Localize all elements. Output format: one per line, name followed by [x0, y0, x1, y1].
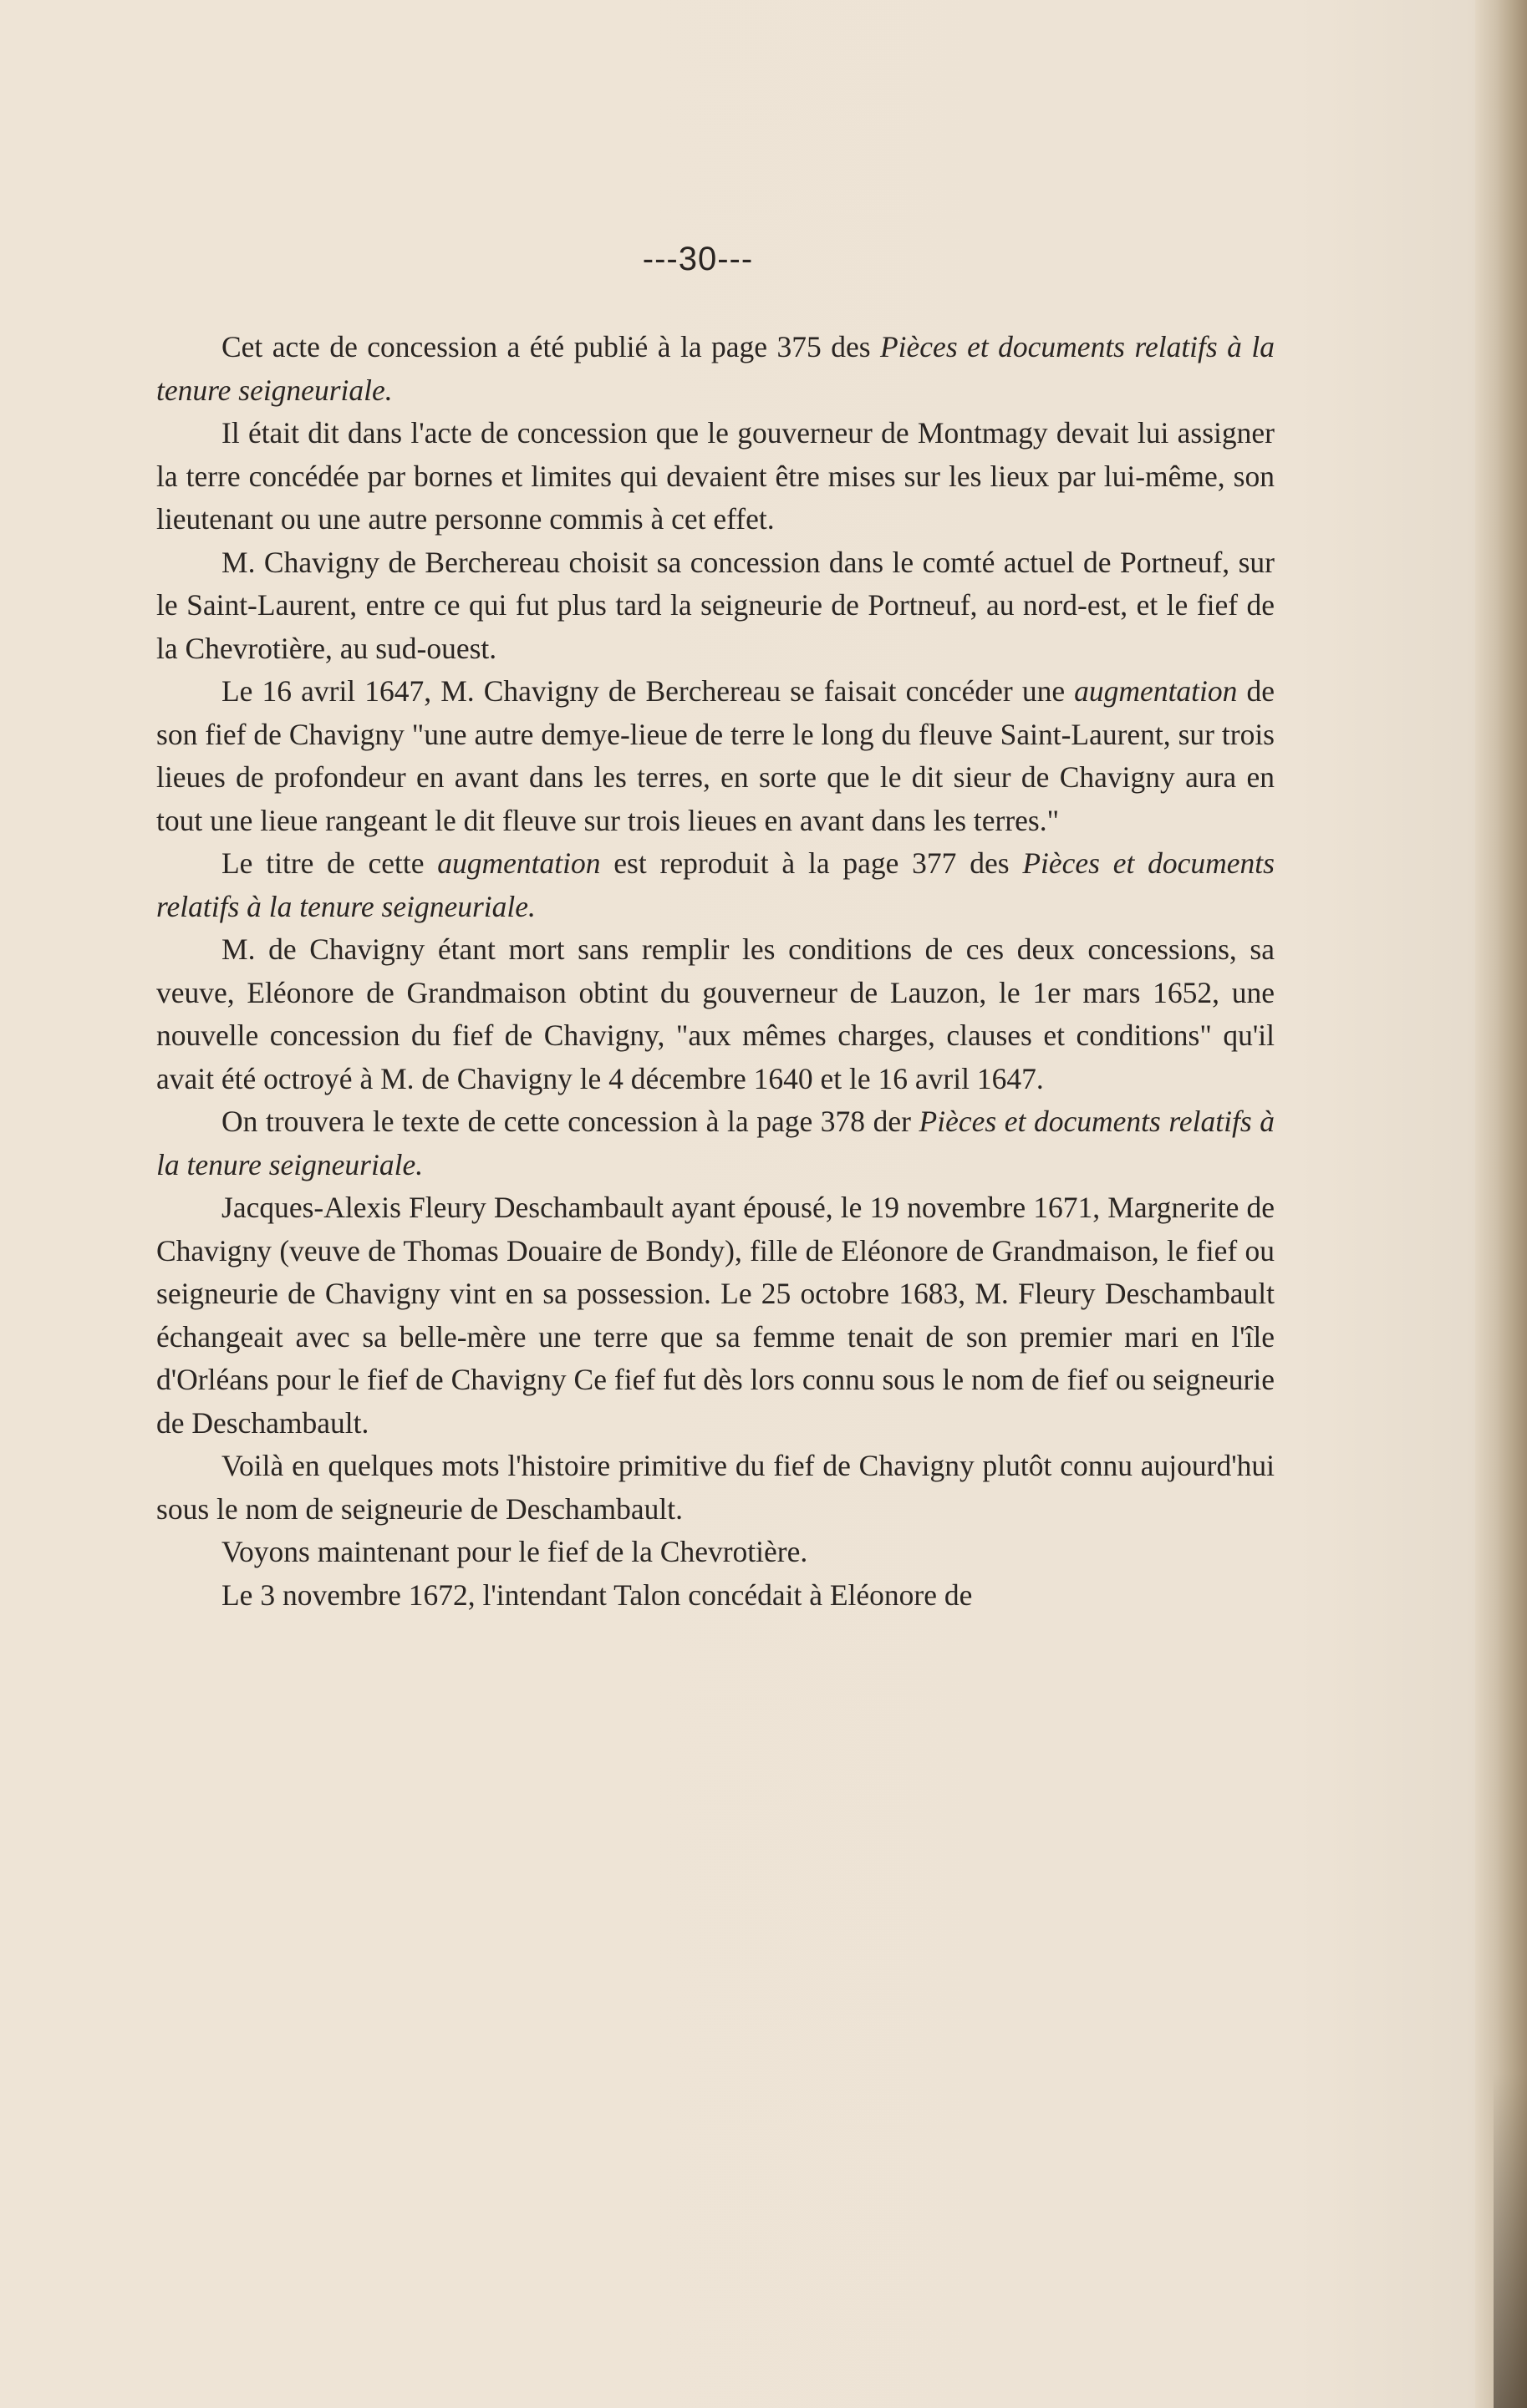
page-number: ---30--- — [642, 241, 754, 277]
paragraph — [156, 541, 1275, 671]
paragraph — [156, 1100, 1275, 1186]
paragraph — [156, 1186, 1275, 1445]
text-run: Voilà en quelques mots l'histoire primitive du fief de Chavigny plutôt connu aujourd'hui sous le nom de seigneurie de Deschambault. — [156, 1449, 1275, 1526]
paragraph — [156, 1531, 1275, 1574]
paragraph — [156, 928, 1275, 1100]
paragraph — [156, 670, 1275, 842]
paragraph — [156, 1574, 1275, 1618]
text-run: Il était dit dans l'acte de concession que le gouverneur de Montmagy devait lui assigner la terre concédée par bornes et limites qui devaient être mises sur les lieux par lui-même, son lieutenant ou une autre personne commis à cet effet. — [156, 416, 1275, 536]
paragraph — [156, 842, 1275, 928]
page-edge-shadow — [1475, 0, 1527, 2408]
body-text — [156, 326, 1275, 1617]
paragraph — [156, 412, 1275, 541]
text-run: Cet acte de concession a été publié à la page 375 des — [221, 330, 880, 363]
text-run: On trouvera le texte de cette concession à la page 378 der — [221, 1105, 919, 1138]
italic-text: Pièces et documents relatifs à la tenure seigneuriale. — [156, 846, 1275, 923]
text-run: Jacques-Alexis Fleury Deschambault ayant épousé, le 19 novembre 1671, Margnerite de Chavigny (veuve de Thomas Douaire de Bondy), fille de Eléonore de Grandmaison, le fief ou seigneurie de Chavigny vint en sa possession. Le 25 octobre 1683, M. Fleury Deschambault échangeait avec sa belle-mère une terre que sa femme tenait de son premier mari en l'île d'Orléans pour le fief de Chavigny Ce fief fut dès lors connu sous le nom de fief ou seigneurie de Deschambault. — [156, 1191, 1275, 1440]
italic-text: augmentation — [437, 846, 601, 880]
italic-text: Pièces et documents relatifs à la tenure seigneuriale. — [156, 330, 1275, 407]
page-corner-shadow — [1494, 2074, 1527, 2408]
paragraph — [156, 326, 1275, 412]
text-run: Le 16 avril 1647, M. Chavigny de Berchereau se faisait concéder une — [221, 674, 1075, 708]
text-run: M. de Chavigny étant mort sans remplir les conditions de ces deux concessions, sa veuve, Eléonore de Grandmaison obtint du gouverneur de Lauzon, le 1er mars 1652, une nouvelle concession du fief de Chavigny, "aux mêmes charges, clauses et conditions" qu'il avait été octroyé à M. de Chavigny le 4 décembre 1640 et le 16 avril 1647. — [156, 932, 1275, 1095]
italic-text: Pièces et documents relatifs à la tenure seigneuriale. — [156, 1105, 1275, 1181]
text-run: est reproduit à la page 377 des — [600, 846, 1023, 880]
text-run: Voyons maintenant pour le fief de la Chevrotière. — [221, 1535, 808, 1568]
text-run: Le titre de cette — [221, 846, 438, 880]
text-run: de son fief de Chavigny "une autre demye-lieue de terre le long du fleuve Saint-Laurent, sur trois lieues de profondeur en avant dans les terres, en sorte que le dit sieur de Chavigny aura en tout une lieue rangeant le dit fleuve sur trois lieues en avant dans les terres." — [156, 674, 1275, 837]
text-run: M. Chavigny de Berchereau choisit sa concession dans le comté actuel de Portneuf, sur le Saint-Laurent, entre ce qui fut plus tard la seigneurie de Portneuf, au nord-est, et le fief de la Chevrotière, au sud-ouest. — [156, 545, 1275, 665]
text-run: Le 3 novembre 1672, l'intendant Talon concédait à Eléonore de — [221, 1577, 973, 1612]
italic-text: augmentation — [1074, 674, 1238, 708]
paragraph — [156, 1445, 1275, 1531]
